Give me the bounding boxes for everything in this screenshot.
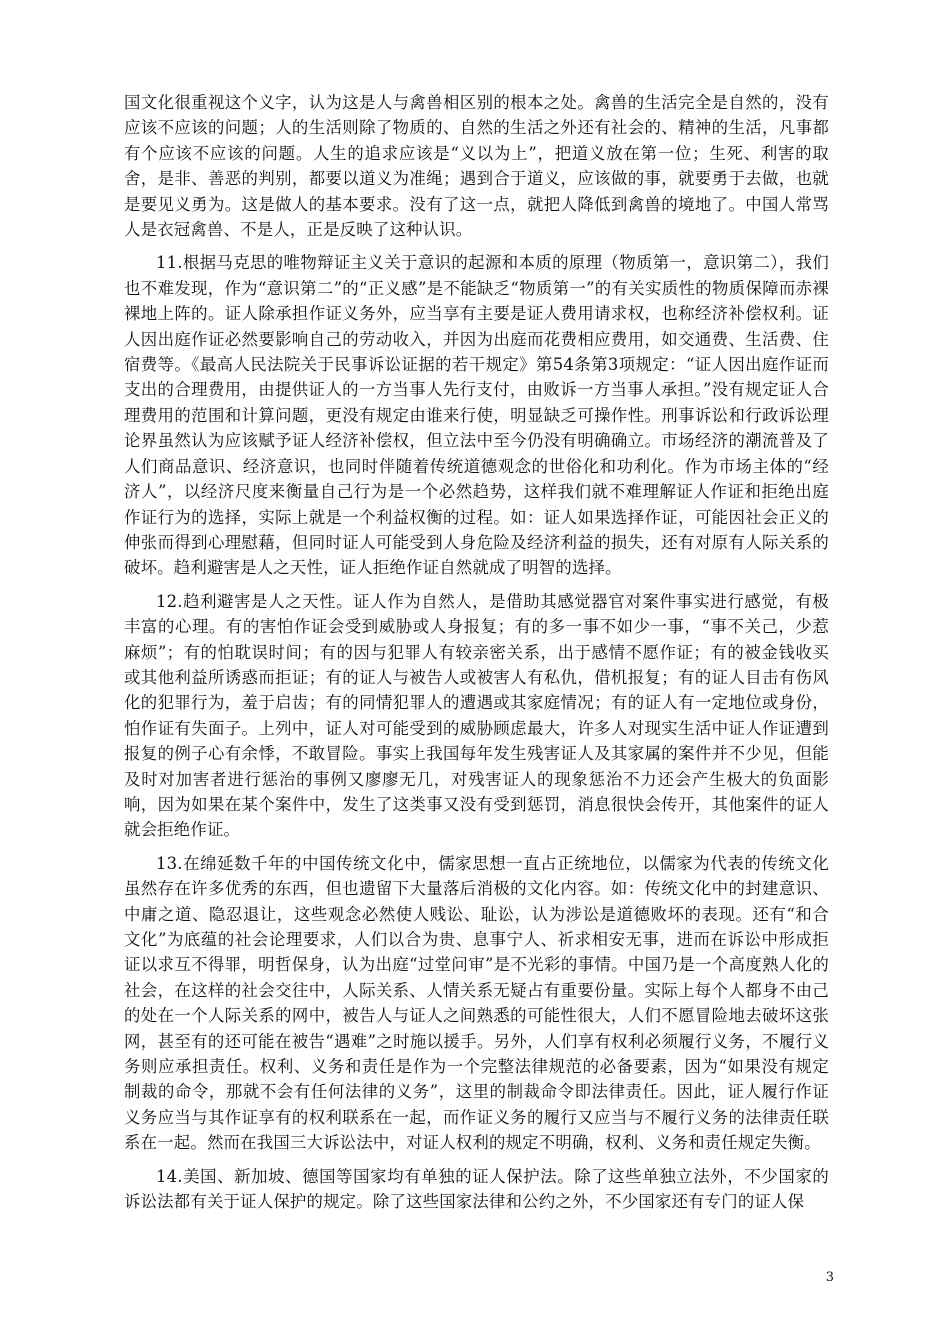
paragraph-12: 12.趋利避害是人之天性。证人作为自然人，是借助其感觉器官对案件事实进行感觉，有极丰富的心理。有的害怕作证会受到威胁或人身报复；有的多一事不如少一事，“事不关己，少惹麻烦”；有的怕耽误时间；有的因与犯罪人有较亲密关系，出于感情不愿作证；有的被金钱收买或其他利益所诱惑而拒证；有的证人与被告人或被害人有私仇，借机报复；有的证人目击有伤风化的犯罪行为，羞于启齿；有的同情犯罪人的遭遇或其家庭情况；有的证人有一定地位或身份，怕作证有失面子。上列中，证人对可能受到的威胁顾虑最大，许多人对现实生活中证人作证遭到报复的例子心有余悸，不敢冒险。事实上我国每年发生残害证人及其家属的案件并不少见，但能及时对加害者进行惩治的事例又廖廖无几，对残害证人的现象惩治不力还会产生极大的负面影响，因为如果在某个案件中，发生了这类事又没有受到惩罚，消息很快会传开，其他案件的证人就会拒绝作证。	[124, 591, 829, 840]
paragraph-11: 11.根据马克思的唯物辩证主义关于意识的起源和本质的原理（物质第一，意识第二），我们也不难发现，作为“意识第二”的“正义感”是不能缺乏“物质第一”的有关实质性的物质保障而赤裸裸地上阵的。证人除承担作证义务外，应当享有主要是证人费用请求权，也称经济补偿权利。证人因出庭作证必然要影响自己的劳动收入，并因为出庭而花费相应费用，如交通费、生活费、住宿费等。《最高人民法院关于民事诉讼证据的若干规定》第54条第3项规定：“证人因出庭作证而支出的合理费用，由提供证人的一方当事人先行支付，由败诉一方当事人承担。”没有规定证人合理费用的范围和计算问题，更没有规定由谁来行使，明显缺乏可操作性。刑事诉讼和行政诉讼理论界虽然认为应该赋予证人经济补偿权，但立法中至今仍没有明确确立。市场经济的潮流普及了人们商品意识、经济意识，也同时伴随着传统道德观念的世俗化和功利化。作为市场主体的“经济人”，以经济尺度来衡量自己行为是一个必然趋势，这样我们就不难理解证人作证和拒绝出庭作证行为的选择，实际上就是一个利益权衡的过程。如：证人如果选择作证，可能因社会正义的伸张而得到心理慰藉，但同时证人可能受到人身危险及经济利益的损失，还有对原有人际关系的破坏。趋利避害是人之天性，证人拒绝作证自然就成了明智的选择。	[124, 253, 829, 578]
paragraph-continuation: 国文化很重视这个义字，认为这是人与禽兽相区别的根本之处。禽兽的生活完全是自然的，没有应该不应该的问题；人的生活则除了物质的、自然的生活之外还有社会的、精神的生活，凡事都有个应该不应该的问题。人生的追求应该是“义以为上”，把道义放在第一位；生死、利害的取舍，是非、善恶的判别，都要以道义为准绳；遇到合于道义，应该做的事，就要勇于去做，也就是要见义勇为。这是做人的基本要求。没有了这一点，就把人降低到禽兽的境地了。中国人常骂人是衣冠禽兽、不是人，正是反映了这种认识。	[124, 93, 829, 240]
paragraph-14: 14.美国、新加坡、德国等国家均有单独的证人保护法。除了这些单独立法外，不少国家的诉讼法都有关于证人保护的规定。除了这些国家法律和公约之外，不少国家还有专门的证人保	[124, 1166, 829, 1212]
document-page	[124, 90, 829, 1222]
page-number: 3	[825, 1270, 834, 1285]
paragraph-13: 13.在绵延数千年的中国传统文化中，儒家思想一直占正统地位，以儒家为代表的传统文化虽然存在许多优秀的东西，但也遗留下大量落后消极的文化内容。如：传统文化中的封建意识、中庸之道、隐忍退让，这些观念必然使人贱讼、耻讼，认为涉讼是道德败坏的表现。还有“和合文化”为底蕴的社会论理要求，人们以合为贵、息事宁人、祈求相安无事，进而在诉讼中形成拒证以求互不得罪，明哲保身，认为出庭“过堂问审”是不光彩的事情。中国乃是一个高度熟人化的社会，在这样的社会交往中，人际关系、人情关系无疑占有重要份量。实际上每个人都身不由己的处在一个人际关系的网中，被告人与证人之间熟悉的可能性很大，人们不愿冒险地去破坏这张网，甚至有的还可能在被告“遇难”之时施以援手。另外，人们享有权利必须履行义务，不履行义务则应承担责任。权利、义务和责任是作为一个完整法律规范的必备要素，因为“如果没有规定制裁的命令，那就不会有任何法律的义务”，这里的制裁命令即法律责任。因此，证人履行作证义务应当与其作证享有的权利联系在一起，而作证义务的履行又应当与不履行义务的法律责任联系在一起。然而在我国三大诉讼法中，对证人权利的规定不明确，权利、义务和责任规定失衡。	[124, 853, 829, 1153]
